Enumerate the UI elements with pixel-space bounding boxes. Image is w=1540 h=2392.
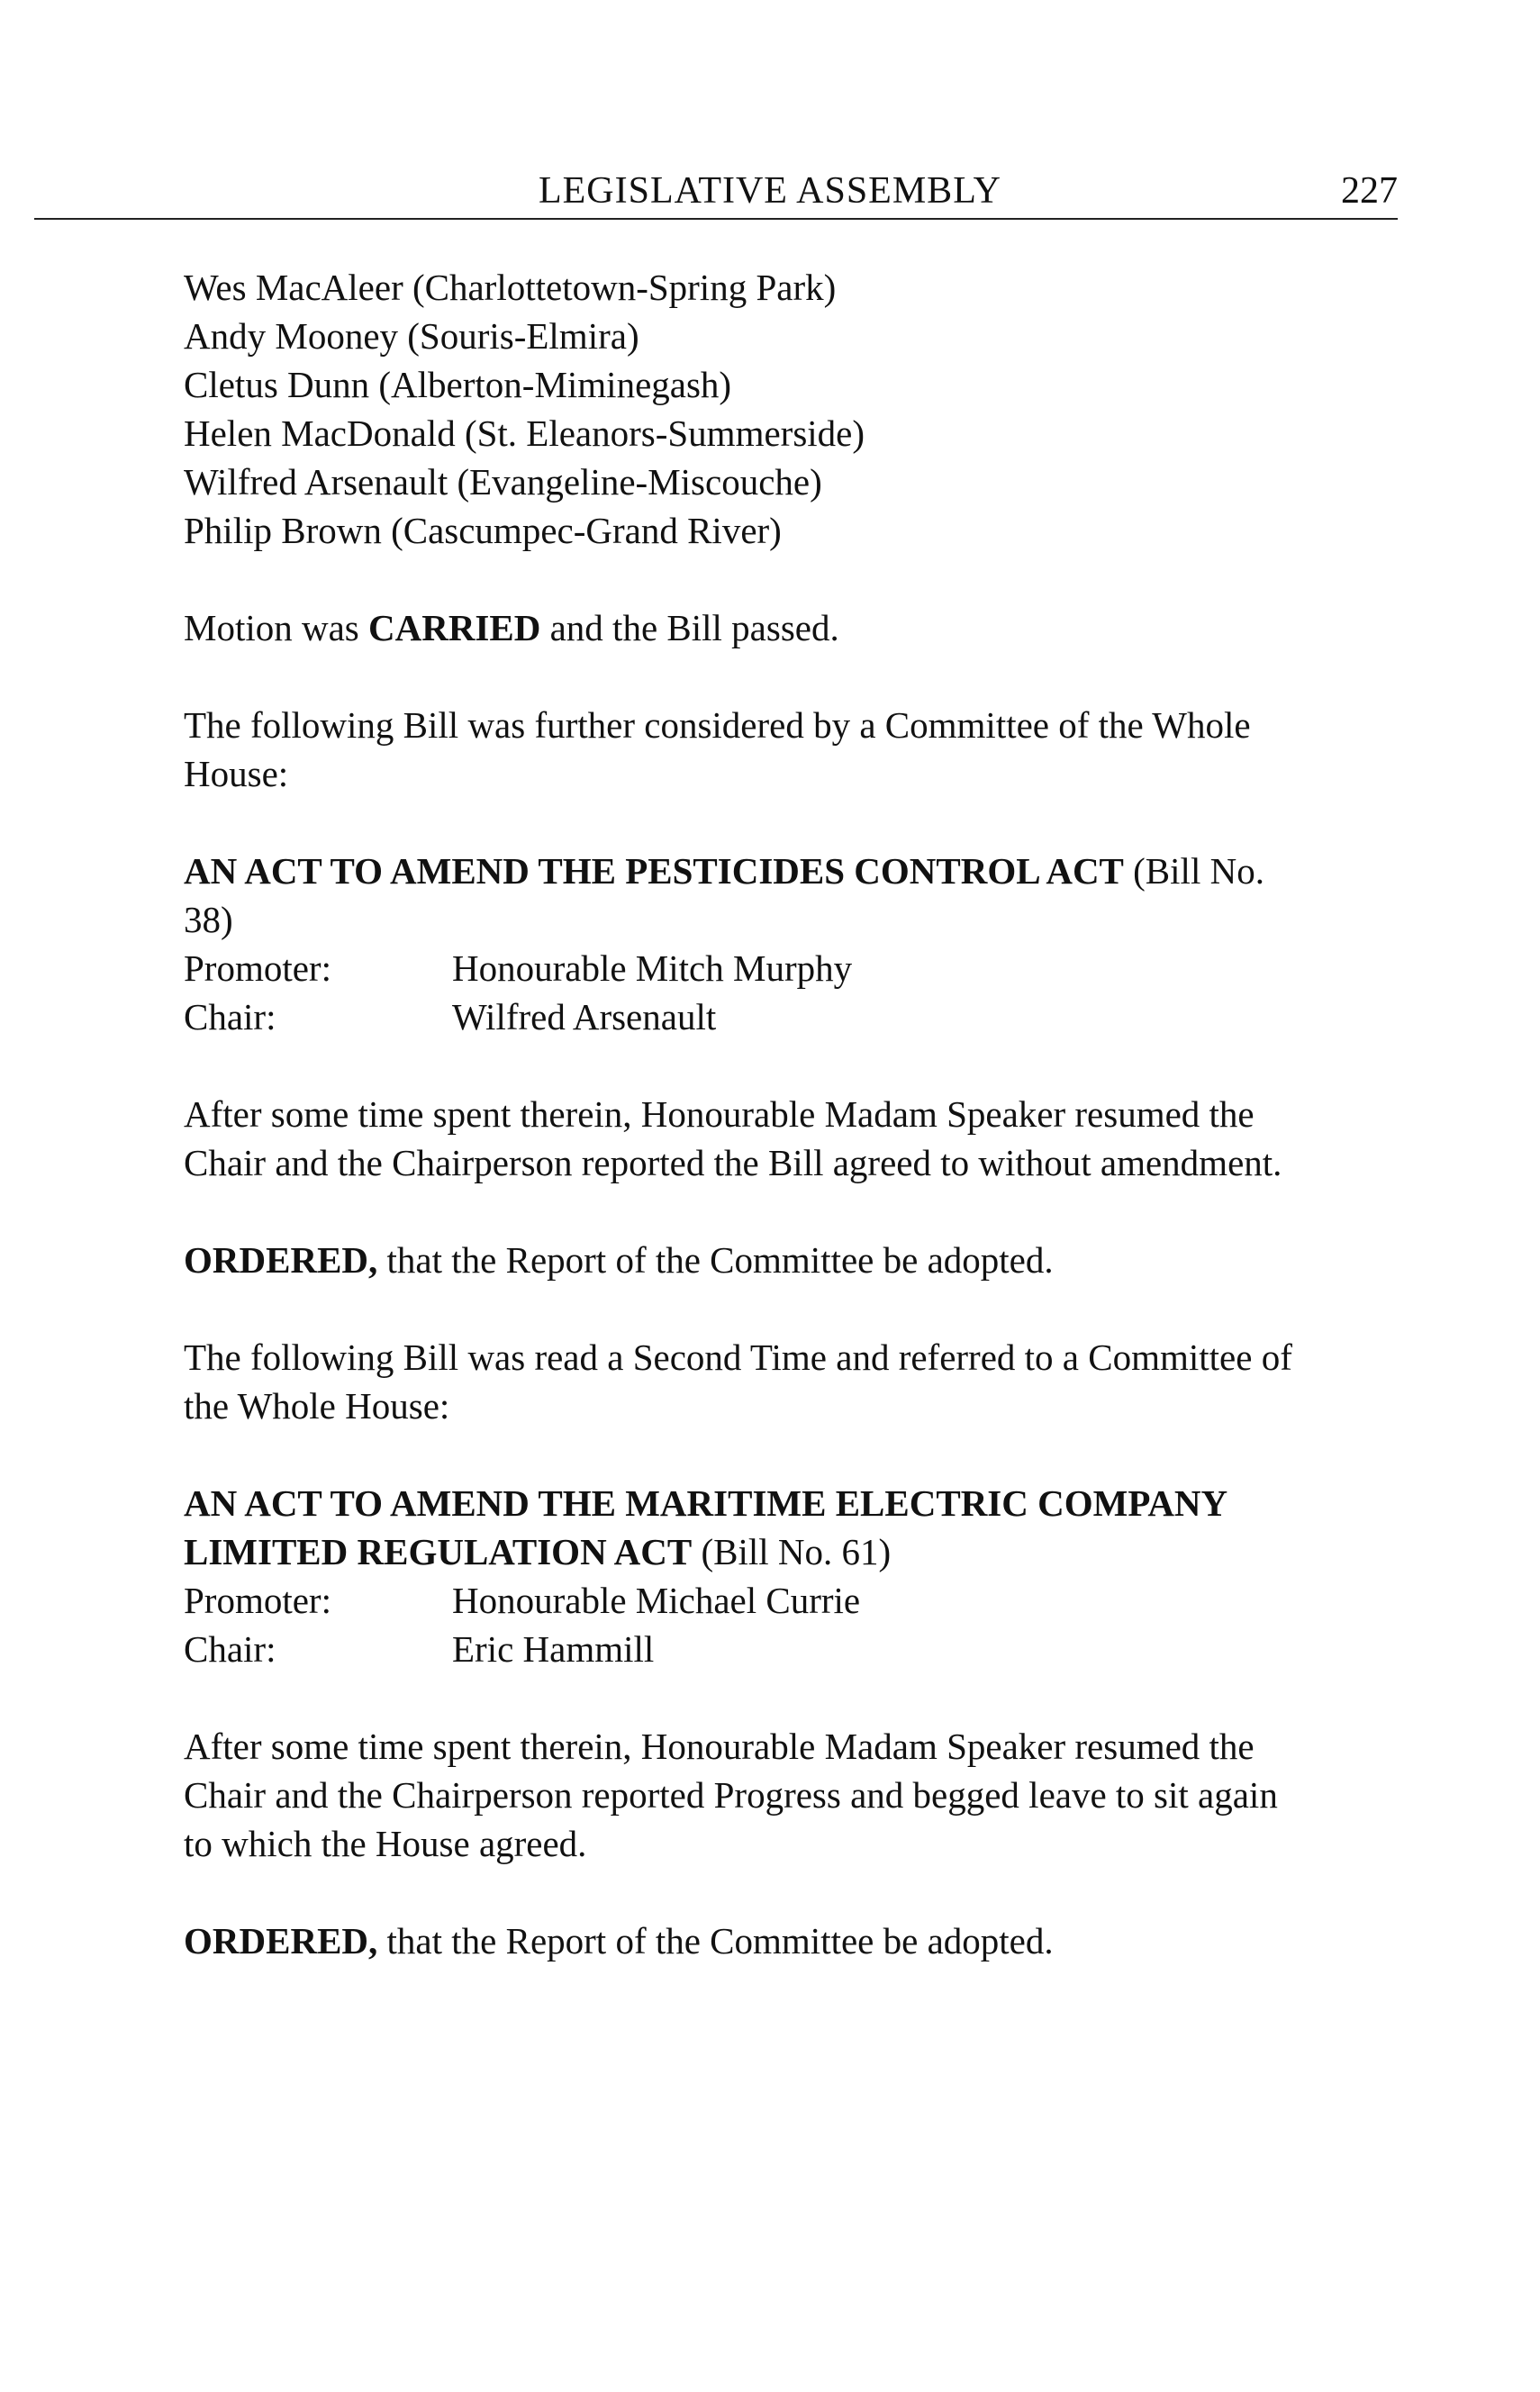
member-item: Wilfred Arsenault (Evangeline-Miscouche) (184, 461, 822, 503)
bill-1-title: AN ACT TO AMEND THE PESTICIDES CONTROL ACT (Bill No. (184, 850, 1264, 892)
committee-report-2: After some time spent therein, Honourable Madam Speaker resumed the Chair and the Chairperson reported Progress and begged leave to sit again to which the House agreed. (184, 1726, 1278, 1864)
member-item: Wes MacAleer (Charlottetown-Spring Park) (184, 267, 837, 308)
chair-name: Eric Hammill (452, 1628, 655, 1670)
bill-2-chair-row (184, 1625, 1409, 1673)
committee-intro-2: The following Bill was read a Second Time and referred to a Committee of the Whole House: (184, 1336, 1292, 1427)
promoter-name: Honourable Michael Currie (452, 1580, 861, 1621)
bill-1-block (184, 847, 1409, 1041)
bill-2-title-cont: LIMITED REGULATION ACT (Bill No. 61) (184, 1531, 892, 1572)
bill-1-title-cont: 38) (184, 899, 233, 940)
page-number: 227 (1341, 170, 1398, 212)
member-list (184, 263, 1409, 555)
bill-1-promoter-row (184, 944, 1409, 992)
chair-name: Wilfred Arsenault (452, 996, 717, 1037)
bill-2-title: AN ACT TO AMEND THE MARITIME ELECTRIC COMPANY (184, 1482, 1228, 1524)
running-header-title: LEGISLATIVE ASSEMBLY (539, 170, 1001, 212)
promoter-name: Honourable Mitch Murphy (452, 947, 853, 989)
chair-label: Chair: (184, 996, 276, 1037)
member-item: Andy Mooney (Souris-Elmira) (184, 315, 639, 357)
motion-result: Motion was CARRIED and the Bill passed. (184, 607, 839, 648)
promoter-label: Promoter: (184, 1580, 331, 1621)
page-body (184, 263, 1409, 1965)
member-item: Cletus Dunn (Alberton-Miminegash) (184, 364, 732, 405)
member-item: Helen MacDonald (St. Eleanors-Summerside) (184, 412, 865, 454)
committee-report-1: After some time spent therein, Honourable Madam Speaker resumed the Chair and the Chairperson reported the Bill agreed to without amendment. (184, 1093, 1282, 1183)
bill-1-chair-row (184, 992, 1409, 1041)
promoter-label: Promoter: (184, 947, 331, 989)
header-rule (34, 218, 1398, 220)
chair-label: Chair: (184, 1628, 276, 1670)
ordered-1: ORDERED, that the Report of the Committee be adopted. (184, 1239, 1054, 1281)
member-item: Philip Brown (Cascumpec-Grand River) (184, 510, 782, 551)
ordered-2: ORDERED, that the Report of the Committee be adopted. (184, 1920, 1054, 1962)
committee-intro-1: The following Bill was further considered by a Committee of the Whole House: (184, 704, 1251, 794)
bill-2-promoter-row (184, 1576, 1409, 1625)
bill-2-block (184, 1479, 1409, 1673)
